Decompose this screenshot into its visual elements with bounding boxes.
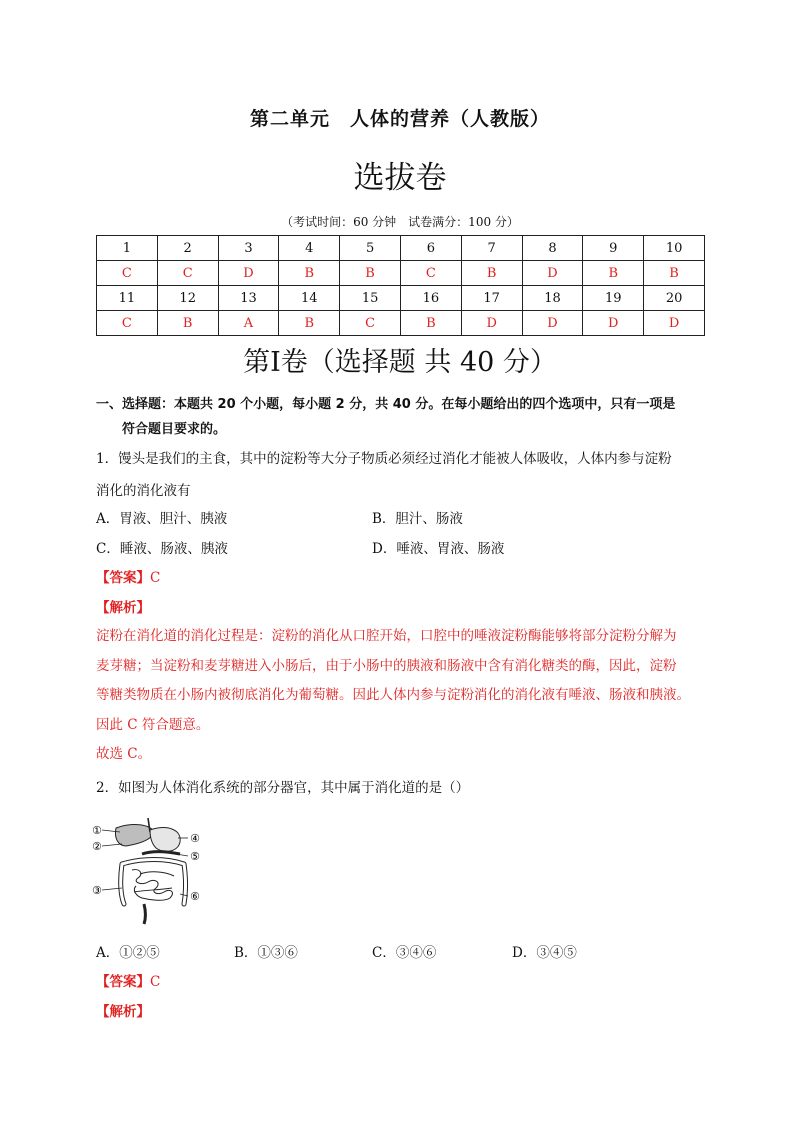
question-number: 3 xyxy=(218,236,279,261)
answer-cell: B xyxy=(279,261,340,286)
answer-cell: B xyxy=(400,311,461,336)
table-row xyxy=(97,261,705,286)
answer-value: C xyxy=(150,974,161,990)
question-number: 9 xyxy=(583,236,644,261)
q2-option-b: B．①③⑥ xyxy=(234,945,298,961)
table-row xyxy=(97,286,705,311)
answer-cell: B xyxy=(583,261,644,286)
q1-answer xyxy=(96,566,160,586)
figure-label-6: ⑥ xyxy=(190,890,200,903)
answer-cell: D xyxy=(522,311,583,336)
analysis-label: 【解析】 xyxy=(96,600,150,616)
answer-cell: C xyxy=(97,311,158,336)
q1-option-b: B．胆汁、肠液 xyxy=(372,511,463,527)
q1-option-a: A．胃液、胆汁、胰液 xyxy=(96,511,228,527)
q2-analysis-label xyxy=(96,1000,150,1020)
q1-option-c: C．睡液、肠液、胰液 xyxy=(96,541,228,557)
instructions-line: 一、选择题：本题共 20 个小题，每小题 2 分，共 40 分。在每小题给出的四个选项中，只有一项是 xyxy=(96,397,676,412)
question-number: 4 xyxy=(279,236,340,261)
figure-label-3: ③ xyxy=(92,884,102,897)
analysis-line: 因此 C 符合题意。 xyxy=(96,716,210,733)
answer-cell: C xyxy=(157,261,218,286)
question-2-stem: 2．如图为人体消化系统的部分器官，其中属于消化道的是（） xyxy=(96,780,470,796)
answer-cell: A xyxy=(218,311,279,336)
question-number: 5 xyxy=(340,236,401,261)
question-number: 11 xyxy=(97,286,158,311)
analysis-line: 故选 C。 xyxy=(96,746,152,762)
q2-option-d: D．③④⑤ xyxy=(512,945,577,961)
analysis-label: 【解析】 xyxy=(96,1004,150,1020)
table-row xyxy=(97,311,705,336)
answer-cell: D xyxy=(522,261,583,286)
answer-cell: D xyxy=(461,311,522,336)
section-instructions xyxy=(96,392,706,442)
answer-cell: C xyxy=(340,311,401,336)
table-row xyxy=(97,236,705,261)
figure-label-2: ② xyxy=(92,840,102,853)
q2-answer xyxy=(96,970,160,990)
answer-cell: B xyxy=(340,261,401,286)
question-number: 6 xyxy=(400,236,461,261)
instructions-line: 符合题目要求的。 xyxy=(122,422,227,437)
question-number: 16 xyxy=(400,286,461,311)
question-number: 20 xyxy=(644,286,705,311)
q1-analysis xyxy=(96,622,716,770)
question-number: 10 xyxy=(644,236,705,261)
question-number: 18 xyxy=(522,286,583,311)
analysis-line: 麦芽糖；当淀粉和麦芽糖进入小肠后，由于小肠中的胰液和肠液中含有消化糖类的酶，因此，淀粉 xyxy=(96,657,677,674)
answer-value: C xyxy=(150,570,161,586)
stem-line: 1．馒头是我们的主食，其中的淀粉等大分子物质必须经过消化才能被人体吸收，人体内参与淀粉 xyxy=(96,451,672,467)
exam-subtitle: 选拔卷 xyxy=(353,160,447,196)
question-number: 12 xyxy=(157,286,218,311)
exam-info: （考试时间：60 分钟 试卷满分：100 分） xyxy=(281,215,519,229)
section-title: 第Ⅰ卷（选择题 共 40 分） xyxy=(243,347,557,378)
answer-cell: D xyxy=(583,311,644,336)
answer-cell: C xyxy=(400,261,461,286)
answer-cell: D xyxy=(218,261,279,286)
figure-label-1: ① xyxy=(92,824,102,837)
analysis-line: 等糖类物质在小肠内被彻底消化为葡萄糖。因此人体内参与淀粉消化的消化液有唾液、肠液和胰液。 xyxy=(96,687,690,703)
question-number: 14 xyxy=(279,286,340,311)
answer-table xyxy=(96,235,705,336)
q1-analysis-label xyxy=(96,596,150,616)
answer-cell: D xyxy=(644,311,705,336)
question-number: 13 xyxy=(218,286,279,311)
question-number: 2 xyxy=(157,236,218,261)
answer-cell: B xyxy=(461,261,522,286)
stem-line: 消化的消化液有 xyxy=(96,483,191,499)
question-number: 19 xyxy=(583,286,644,311)
question-number: 17 xyxy=(461,286,522,311)
answer-label: 【答案】 xyxy=(96,974,150,990)
question-1-stem xyxy=(96,443,716,507)
question-number: 15 xyxy=(340,286,401,311)
figure-label-5: ⑤ xyxy=(190,850,200,863)
q1-option-d: D．唾液、胃液、肠液 xyxy=(372,541,505,557)
answer-cell: C xyxy=(97,261,158,286)
digestive-system-figure xyxy=(92,818,204,926)
figure-label-4: ④ xyxy=(190,832,200,845)
question-number: 8 xyxy=(522,236,583,261)
unit-title: 第二单元 人体的营养（人教版） xyxy=(249,108,550,130)
answer-cell: B xyxy=(279,311,340,336)
answer-cell: B xyxy=(157,311,218,336)
answer-label: 【答案】 xyxy=(96,570,150,586)
q2-option-a: A．①②⑤ xyxy=(96,945,160,961)
question-number: 1 xyxy=(97,236,158,261)
answer-cell: B xyxy=(644,261,705,286)
question-number: 7 xyxy=(461,236,522,261)
analysis-line: 淀粉在消化道的消化过程是：淀粉的消化从口腔开始，口腔中的唾液淀粉酶能够将部分淀粉分解为 xyxy=(96,628,677,644)
q2-option-c: C．③④⑥ xyxy=(372,945,437,961)
